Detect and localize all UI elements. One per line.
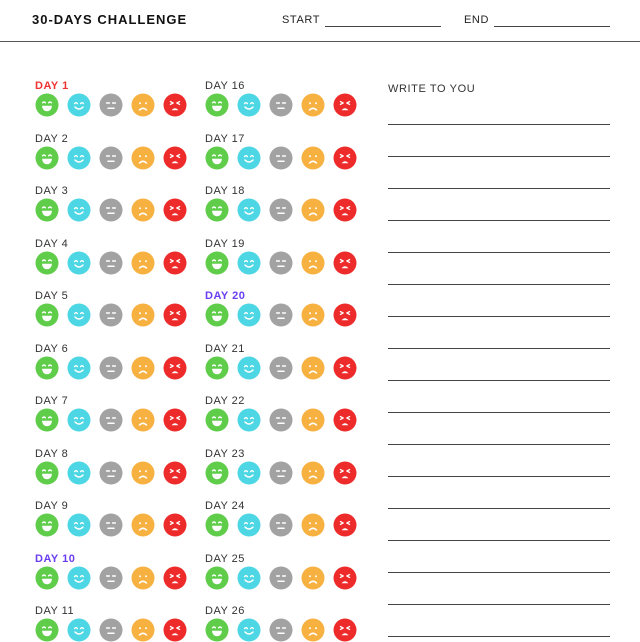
day-label: DAY 18 [205,185,245,197]
day-label: DAY 22 [205,395,245,407]
smiling-face-icon[interactable] [67,618,91,642]
angry-face-icon[interactable] [163,146,187,170]
day-label: DAY 16 [205,80,245,92]
neutral-face-icon[interactable] [99,356,123,380]
neutral-face-icon[interactable] [269,303,293,327]
start-date-field[interactable] [325,26,441,27]
laughing-face-icon[interactable] [205,566,229,590]
sad-face-icon[interactable] [301,408,325,432]
sad-face-icon[interactable] [131,356,155,380]
sad-face-icon[interactable] [301,251,325,275]
laughing-face-icon[interactable] [35,513,59,537]
day-label: DAY 20 [205,290,246,302]
header [0,0,640,42]
writing-line[interactable] [388,476,610,477]
smiling-face-icon[interactable] [237,251,261,275]
mood-options [35,566,195,590]
mood-options [205,618,365,642]
sad-face-icon[interactable] [301,618,325,642]
day-label: DAY 7 [35,395,69,407]
day-label: DAY 4 [35,237,69,250]
laughing-face-icon[interactable] [35,303,59,327]
laughing-face-icon[interactable] [205,251,229,275]
laughing-face-icon[interactable] [205,461,229,485]
angry-face-icon[interactable] [163,618,187,642]
day-label: DAY 17 [205,132,245,145]
neutral-face-icon[interactable] [269,146,293,170]
neutral-face-icon[interactable] [99,618,123,642]
laughing-face-icon[interactable] [205,513,229,537]
day-label: DAY 8 [35,447,69,460]
neutral-face-icon[interactable] [269,461,293,485]
neutral-face-icon[interactable] [99,461,123,485]
laughing-face-icon[interactable] [35,356,59,380]
smiling-face-icon[interactable] [67,461,91,485]
angry-face-icon[interactable] [333,356,357,380]
neutral-face-icon[interactable] [99,303,123,327]
smiling-face-icon[interactable] [67,408,91,432]
laughing-face-icon[interactable] [205,198,229,222]
sad-face-icon[interactable] [301,461,325,485]
sad-face-icon[interactable] [131,461,155,485]
sad-face-icon[interactable] [301,566,325,590]
writing-line[interactable] [388,348,610,349]
writing-line[interactable] [388,220,610,221]
day-label: DAY 26 [205,605,245,617]
writing-line[interactable] [388,508,610,509]
day-label: DAY 24 [205,500,245,512]
end-label: END [464,14,490,26]
mood-options [35,146,195,170]
sad-face-icon[interactable] [131,408,155,432]
sad-face-icon[interactable] [301,93,325,117]
angry-face-icon[interactable] [163,566,187,590]
angry-face-icon[interactable] [333,513,357,537]
laughing-face-icon[interactable] [35,461,59,485]
writing-line[interactable] [388,252,610,253]
smiling-face-icon[interactable] [237,513,261,537]
sad-face-icon[interactable] [131,146,155,170]
neutral-face-icon[interactable] [269,618,293,642]
mood-options [205,198,365,222]
laughing-face-icon[interactable] [35,251,59,275]
sad-face-icon[interactable] [301,303,325,327]
mood-options [35,303,195,327]
angry-face-icon[interactable] [163,303,187,327]
day-label: DAY 19 [205,237,245,250]
writing-line[interactable] [388,156,610,157]
mood-options [205,408,365,432]
writing-line[interactable] [388,316,610,317]
writing-line[interactable] [388,284,610,285]
mood-options [35,408,195,432]
smiling-face-icon[interactable] [67,146,91,170]
day-label: DAY 5 [35,290,69,302]
neutral-face-icon[interactable] [99,93,123,117]
smiling-face-icon[interactable] [67,198,91,222]
angry-face-icon[interactable] [333,198,357,222]
neutral-face-icon[interactable] [269,251,293,275]
angry-face-icon[interactable] [333,303,357,327]
angry-face-icon[interactable] [163,513,187,537]
day-label: DAY 1 [35,80,69,92]
laughing-face-icon[interactable] [205,93,229,117]
neutral-face-icon[interactable] [269,356,293,380]
laughing-face-icon[interactable] [205,408,229,432]
neutral-face-icon[interactable] [269,566,293,590]
sad-face-icon[interactable] [131,513,155,537]
angry-face-icon[interactable] [333,408,357,432]
write-section-title: WRITE TO YOU [388,83,476,95]
angry-face-icon[interactable] [163,408,187,432]
writing-line[interactable] [388,188,610,189]
writing-line[interactable] [388,380,610,381]
mood-options [205,566,365,590]
day-label: DAY 25 [205,552,245,565]
angry-face-icon[interactable] [163,461,187,485]
smiling-face-icon[interactable] [237,356,261,380]
day-label: DAY 3 [35,185,69,197]
smiling-face-icon[interactable] [67,566,91,590]
mood-options [35,618,195,642]
mood-options [205,513,365,537]
sad-face-icon[interactable] [131,198,155,222]
laughing-face-icon[interactable] [205,618,229,642]
laughing-face-icon[interactable] [35,198,59,222]
page-title: 30-DAYS CHALLENGE [32,12,188,27]
mood-options [35,356,195,380]
neutral-face-icon[interactable] [269,198,293,222]
smiling-face-icon[interactable] [67,356,91,380]
laughing-face-icon[interactable] [35,408,59,432]
mood-options [205,461,365,485]
smiling-face-icon[interactable] [67,303,91,327]
writing-line[interactable] [388,444,610,445]
sad-face-icon[interactable] [131,618,155,642]
angry-face-icon[interactable] [333,461,357,485]
angry-face-icon[interactable] [163,356,187,380]
mood-options [35,461,195,485]
neutral-face-icon[interactable] [269,93,293,117]
sad-face-icon[interactable] [131,303,155,327]
neutral-face-icon[interactable] [269,513,293,537]
laughing-face-icon[interactable] [35,146,59,170]
writing-line[interactable] [388,412,610,413]
sad-face-icon[interactable] [131,93,155,117]
smiling-face-icon[interactable] [237,93,261,117]
sad-face-icon[interactable] [131,251,155,275]
laughing-face-icon[interactable] [35,618,59,642]
smiling-face-icon[interactable] [237,618,261,642]
mood-options [205,303,365,327]
mood-options [35,198,195,222]
mood-options [205,93,365,117]
angry-face-icon[interactable] [163,93,187,117]
sad-face-icon[interactable] [301,513,325,537]
smiling-face-icon[interactable] [237,461,261,485]
angry-face-icon[interactable] [163,198,187,222]
laughing-face-icon[interactable] [205,146,229,170]
day-label: DAY 11 [35,605,75,617]
sad-face-icon[interactable] [301,356,325,380]
neutral-face-icon[interactable] [99,408,123,432]
mood-options [35,513,195,537]
sad-face-icon[interactable] [301,198,325,222]
angry-face-icon[interactable] [333,566,357,590]
day-label: DAY 6 [35,342,69,355]
laughing-face-icon[interactable] [35,93,59,117]
laughing-face-icon[interactable] [35,566,59,590]
angry-face-icon[interactable] [333,146,357,170]
day-label: DAY 23 [205,447,245,460]
sad-face-icon[interactable] [301,146,325,170]
mood-options [205,146,365,170]
mood-options [205,251,365,275]
smiling-face-icon[interactable] [237,146,261,170]
smiling-face-icon[interactable] [67,251,91,275]
mood-options [35,251,195,275]
writing-line[interactable] [388,636,610,637]
writing-line[interactable] [388,604,610,605]
smiling-face-icon[interactable] [237,408,261,432]
sad-face-icon[interactable] [131,566,155,590]
smiling-face-icon[interactable] [67,93,91,117]
day-label: DAY 9 [35,500,69,512]
writing-line[interactable] [388,124,610,125]
day-label: DAY 21 [205,342,245,355]
mood-options [35,93,195,117]
laughing-face-icon[interactable] [205,303,229,327]
mood-options [205,356,365,380]
start-label: START [282,14,321,26]
angry-face-icon[interactable] [333,251,357,275]
neutral-face-icon[interactable] [99,566,123,590]
angry-face-icon[interactable] [333,618,357,642]
neutral-face-icon[interactable] [99,146,123,170]
angry-face-icon[interactable] [333,93,357,117]
end-date-field[interactable] [494,26,610,27]
laughing-face-icon[interactable] [205,356,229,380]
smiling-face-icon[interactable] [237,566,261,590]
neutral-face-icon[interactable] [99,198,123,222]
writing-line[interactable] [388,540,610,541]
writing-line[interactable] [388,572,610,573]
smiling-face-icon[interactable] [237,198,261,222]
smiling-face-icon[interactable] [237,303,261,327]
neutral-face-icon[interactable] [99,251,123,275]
day-label: DAY 10 [35,552,76,565]
angry-face-icon[interactable] [163,251,187,275]
neutral-face-icon[interactable] [99,513,123,537]
smiling-face-icon[interactable] [67,513,91,537]
neutral-face-icon[interactable] [269,408,293,432]
day-label: DAY 2 [35,132,69,145]
